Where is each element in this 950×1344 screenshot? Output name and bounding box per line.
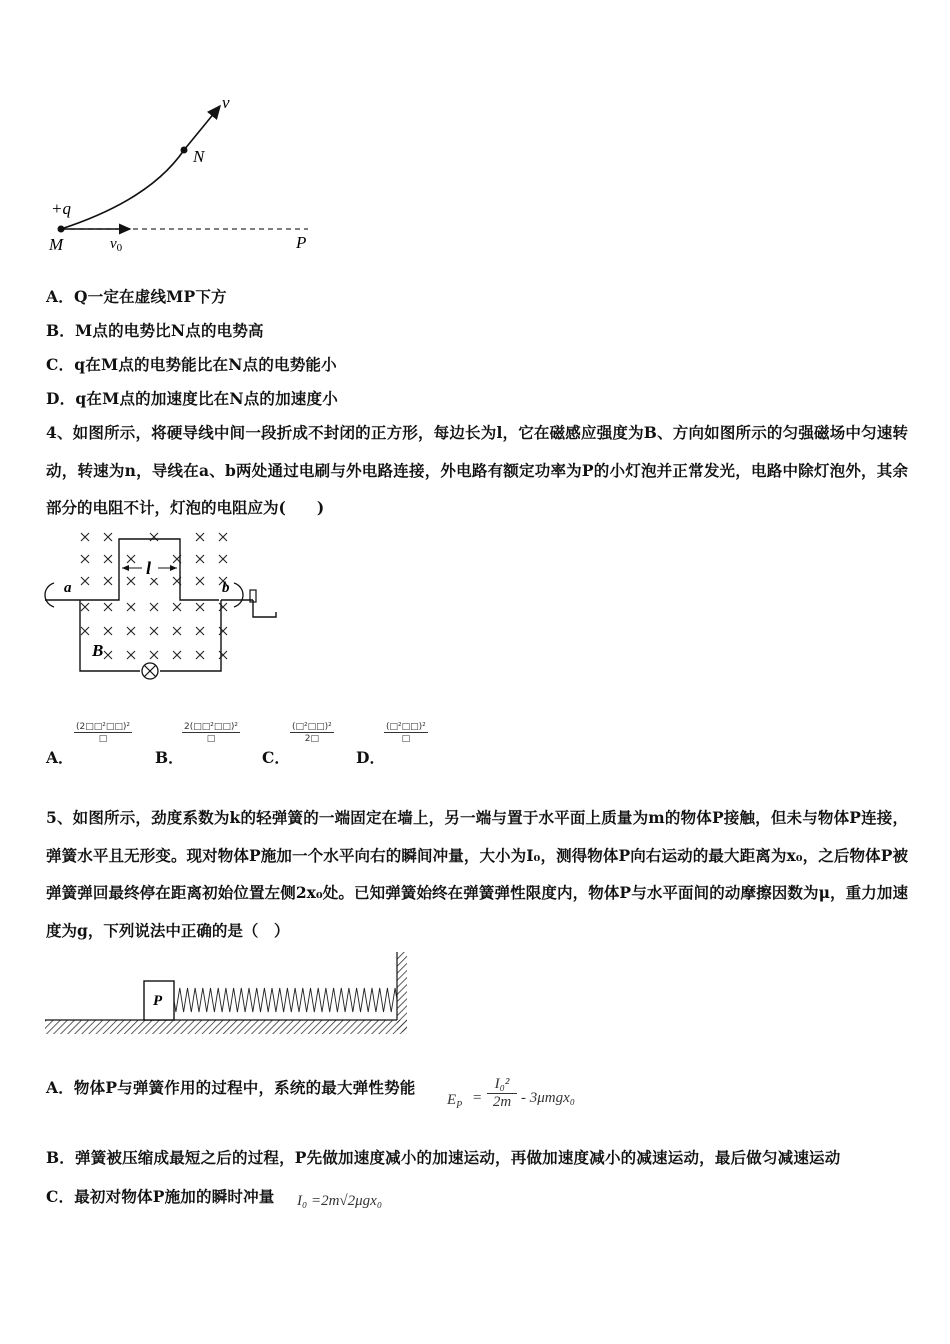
field-cross xyxy=(219,533,227,541)
field-cross xyxy=(150,533,158,541)
trajectory-figure xyxy=(40,90,330,260)
q3-option-a: A．Q一定在虚线MP下方 xyxy=(46,287,227,306)
point-n xyxy=(181,147,188,154)
q4-magnetic-figure xyxy=(40,525,285,690)
rotation-arrow-a xyxy=(45,583,54,607)
label-p: P xyxy=(296,233,307,252)
field-cross xyxy=(173,627,181,635)
field-cross xyxy=(150,577,158,585)
q5-option-c: C．最初对物体P施加的瞬时冲量 xyxy=(46,1187,275,1206)
field-cross xyxy=(104,627,112,635)
field-cross xyxy=(81,577,89,585)
trajectory-curve xyxy=(61,106,220,229)
outer-circuit-wire-right xyxy=(160,600,221,671)
q4-option-d-letter: D． xyxy=(356,748,385,767)
q4-option-c-fraction: (□²□□)² 2□ xyxy=(292,722,332,744)
label-l: l xyxy=(146,558,152,578)
field-cross xyxy=(150,603,158,611)
field-cross xyxy=(104,577,112,585)
label-field-b: B xyxy=(92,641,104,660)
spring-coil xyxy=(174,988,397,1012)
field-cross xyxy=(150,627,158,635)
field-cross xyxy=(104,533,112,541)
field-cross xyxy=(196,627,204,635)
label-v: v xyxy=(222,93,230,112)
q5-option-a: A．物体P与弹簧作用的过程中，系统的最大弹性势能 xyxy=(46,1078,416,1097)
label-n: N xyxy=(193,147,205,166)
field-cross xyxy=(219,603,227,611)
field-cross xyxy=(81,555,89,563)
field-cross xyxy=(127,555,135,563)
point-m xyxy=(58,226,65,233)
field-cross xyxy=(127,603,135,611)
label-q: +q xyxy=(51,199,71,218)
field-cross xyxy=(219,555,227,563)
q4-question-text: 4、如图所示，将硬导线中间一段折成不封闭的正方形，每边长为l，它在磁感应强度为B、方向如图所示的匀强磁场中匀速转动，转速为n，导线在a、b两处通过电刷与外电路连接，外电路有额定功率为P的小灯泡并正常发光，电路中除灯泡外，其余部分的电阻不计，灯泡的电阻应为( ) xyxy=(46,423,908,517)
q4-option-d-fraction: (□²□□)² □ xyxy=(386,722,426,744)
field-cross xyxy=(104,555,112,563)
label-a: a xyxy=(64,580,72,596)
q3-option-c: C．q在M点的电势能比在N点的电势能小 xyxy=(46,355,337,374)
q3-option-d: D．q在M点的加速度比在N点的加速度小 xyxy=(46,389,338,408)
q5-option-a-formula: $E_P$ = I₀² 2m - 3μmgx₀ xyxy=(447,1076,575,1111)
field-cross xyxy=(127,577,135,585)
q3-option-b: B．M点的电势比N点的电势高 xyxy=(46,321,264,340)
block-p-label: P xyxy=(153,993,163,1009)
field-cross xyxy=(219,627,227,635)
field-cross xyxy=(81,533,89,541)
field-cross xyxy=(127,651,135,659)
q4-option-a-letter: A． xyxy=(46,748,74,767)
rotation-arrow-b xyxy=(234,583,243,607)
field-cross xyxy=(196,651,204,659)
ground-hatch xyxy=(45,1020,407,1034)
field-cross xyxy=(104,603,112,611)
label-b: b xyxy=(222,580,230,596)
q4-option-c-letter: C． xyxy=(262,748,290,767)
q4-option-a-fraction: (2□□²□□)² □ xyxy=(76,722,130,744)
q5-option-b: B．弹簧被压缩成最短之后的过程，P先做加速度减小的加速运动，再做加速度减小的减速运动，最后做匀减速运动 xyxy=(46,1148,841,1167)
q4-option-b-letter: B． xyxy=(155,748,184,767)
q5-spring-figure xyxy=(45,950,410,1038)
field-cross xyxy=(81,603,89,611)
wall-hatch xyxy=(397,952,407,1032)
field-cross xyxy=(196,603,204,611)
q5-question-text: 5、如图所示，劲度系数为k的轻弹簧的一端固定在墙上，另一端与置于水平面上质量为m的物体P接触，但未与物体P连接，弹簧水平且无形变。现对物体P施加一个水平向右的瞬间冲量，大小为I₀，测得物体P向右运动的最大距离为x₀，之后物体P被弹簧弹回最终停在距离初始位置左侧2x₀处。已知弹簧始终在弹簧弹性限度内，物体P与水平面间的动摩擦因数为μ，重力加速度为g，下列说法中正确的是（ ） xyxy=(46,808,908,940)
field-cross xyxy=(196,577,204,585)
field-cross xyxy=(150,651,158,659)
field-cross xyxy=(173,651,181,659)
q4-option-b-fraction: 2(□□²□□)² □ xyxy=(184,722,238,744)
q5-option-c-formula: I₀ =2m√2μgx₀ xyxy=(297,1193,383,1209)
field-cross xyxy=(219,651,227,659)
field-cross xyxy=(196,533,204,541)
field-cross xyxy=(104,651,112,659)
label-v0: $v_0$ xyxy=(110,236,123,254)
field-cross xyxy=(196,555,204,563)
field-cross xyxy=(173,603,181,611)
field-cross xyxy=(81,627,89,635)
label-m: M xyxy=(49,235,64,254)
field-cross xyxy=(127,627,135,635)
